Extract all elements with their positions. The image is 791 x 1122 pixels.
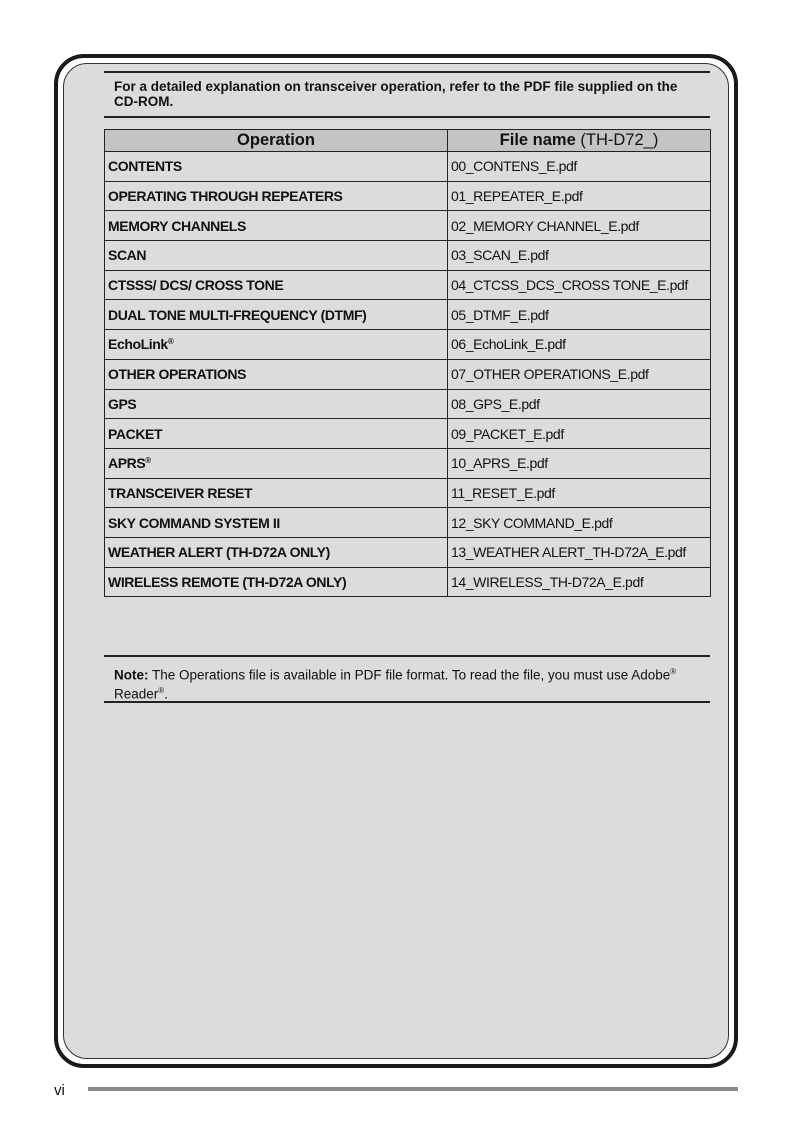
operation-cell	[105, 448, 448, 478]
operation-cell: WEATHER ALERT (TH-D72A ONLY)	[105, 537, 448, 567]
table-row	[105, 270, 711, 300]
operation-cell: WIRELESS REMOTE (TH-D72A ONLY)	[105, 567, 448, 597]
file-cell: 06_EchoLink_E.pdf	[448, 330, 711, 360]
operation-label: EchoLink	[108, 336, 168, 353]
note-bottom-rule	[104, 701, 710, 703]
note-top-rule	[104, 655, 710, 657]
registered-mark: ®	[145, 456, 151, 466]
registered-mark: ®	[670, 667, 677, 676]
operation-cell: SKY COMMAND SYSTEM II	[105, 508, 448, 538]
note-label: Note:	[114, 667, 149, 683]
operation-cell	[105, 330, 448, 360]
table-row	[105, 419, 711, 449]
file-cell: 05_DTMF_E.pdf	[448, 300, 711, 330]
file-cell: 14_WIRELESS_TH-D72A_E.pdf	[448, 567, 711, 597]
operation-cell: GPS	[105, 389, 448, 419]
table-header-row	[105, 130, 711, 152]
operations-table	[104, 129, 711, 597]
note-text	[114, 664, 704, 701]
file-cell: 00_CONTENS_E.pdf	[448, 152, 711, 182]
note-body-end: .	[164, 686, 168, 701]
operation-cell: CONTENTS	[105, 152, 448, 182]
table-row	[105, 330, 711, 360]
header-file-name	[448, 130, 711, 152]
operation-cell: SCAN	[105, 241, 448, 271]
file-cell: 10_APRS_E.pdf	[448, 448, 711, 478]
intro-top-rule	[104, 71, 710, 73]
table-row	[105, 211, 711, 241]
operation-cell: CTSSS/ DCS/ CROSS TONE	[105, 270, 448, 300]
file-cell: 08_GPS_E.pdf	[448, 389, 711, 419]
table-row	[105, 181, 711, 211]
file-cell: 12_SKY COMMAND_E.pdf	[448, 508, 711, 538]
operation-cell: PACKET	[105, 419, 448, 449]
file-cell: 09_PACKET_E.pdf	[448, 419, 711, 449]
footer-bar	[88, 1087, 738, 1091]
table-row	[105, 359, 711, 389]
table-row	[105, 537, 711, 567]
operation-cell: OTHER OPERATIONS	[105, 359, 448, 389]
intro-bottom-rule	[104, 116, 710, 118]
registered-mark: ®	[158, 685, 165, 695]
note-body: The Operations file is available in PDF file format. To read the file, you must use Adobe	[152, 667, 671, 683]
header-file-model: (TH-D72_)	[580, 131, 659, 149]
operation-cell: OPERATING THROUGH REPEATERS	[105, 181, 448, 211]
note-body-reader: Reader	[114, 686, 159, 701]
operation-label: APRS	[108, 455, 146, 472]
operation-cell: MEMORY CHANNELS	[105, 211, 448, 241]
header-operation: Operation	[105, 130, 448, 152]
file-cell: 11_RESET_E.pdf	[448, 478, 711, 508]
table-row	[105, 478, 711, 508]
registered-mark: ®	[167, 337, 174, 347]
file-cell: 13_WEATHER ALERT_TH-D72A_E.pdf	[448, 537, 711, 567]
operation-cell: TRANSCEIVER RESET	[105, 478, 448, 508]
table-row	[105, 241, 711, 271]
file-cell: 07_OTHER OPERATIONS_E.pdf	[448, 359, 711, 389]
table-row	[105, 300, 711, 330]
intro-text: For a detailed explanation on transceiver operation, refer to the PDF file supplied on the CD-ROM.	[114, 79, 678, 109]
file-cell: 01_REPEATER_E.pdf	[448, 181, 711, 211]
file-cell: 02_MEMORY CHANNEL_E.pdf	[448, 211, 711, 241]
table-row	[105, 389, 711, 419]
operation-cell: DUAL TONE MULTI-FREQUENCY (DTMF)	[105, 300, 448, 330]
header-file-label: File name	[499, 131, 576, 149]
table-row	[105, 152, 711, 182]
file-cell: 03_SCAN_E.pdf	[448, 241, 711, 271]
table-row	[105, 448, 711, 478]
page-number: vi	[54, 1082, 65, 1099]
file-cell: 04_CTCSS_DCS_CROSS TONE_E.pdf	[448, 270, 711, 300]
table-row	[105, 508, 711, 538]
table-row	[105, 567, 711, 597]
